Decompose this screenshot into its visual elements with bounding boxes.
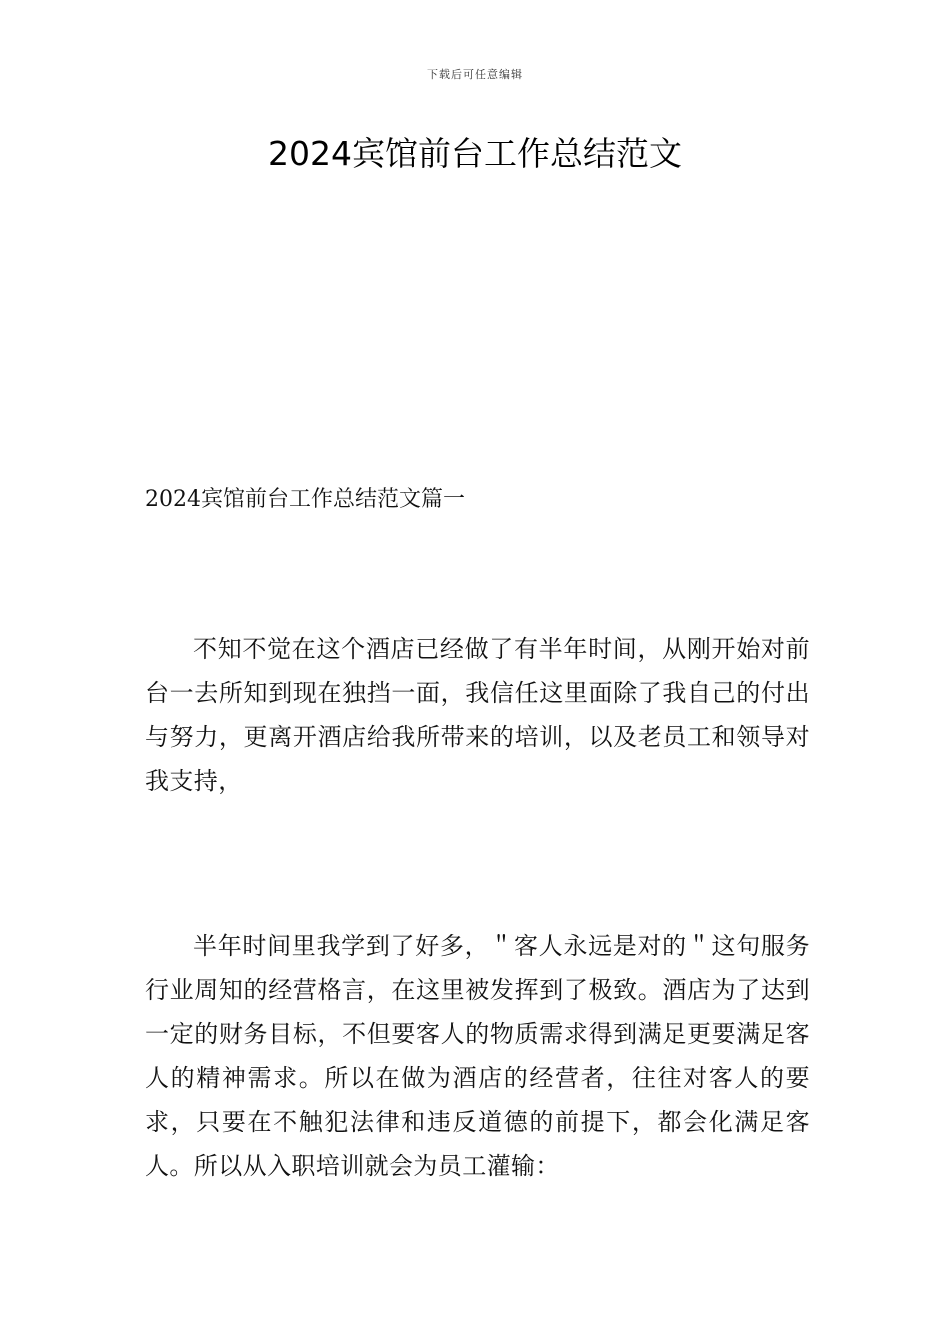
header-note: 下载后可任意编辑 <box>427 68 523 81</box>
document-title: 2024宾馆前台工作总结范文 <box>268 134 682 173</box>
paragraph-2: 半年时间里我学到了好多，＂客人永远是对的＂这句服务行业周知的经营格言，在这里被发挥到了极致。酒店为了达到一定的财务目标，不但要客人的物质需求得到满足更要满足客人的精神需求。所以在做为酒店的经营者，往往对客人的要求，只要在不触犯法律和违反道德的前提下，都会化满足客人。所以从入职培训就会为员工灌输： <box>145 932 810 1180</box>
section-heading: 2024宾馆前台工作总结范文篇一 <box>145 487 465 512</box>
paragraph-1: 不知不觉在这个酒店已经做了有半年时间，从刚开始对前台一去所知到现在独挡一面，我信任这里面除了我自己的付出与努力，更离开酒店给我所带来的培训，以及老员工和领导对我支持， <box>145 635 810 795</box>
